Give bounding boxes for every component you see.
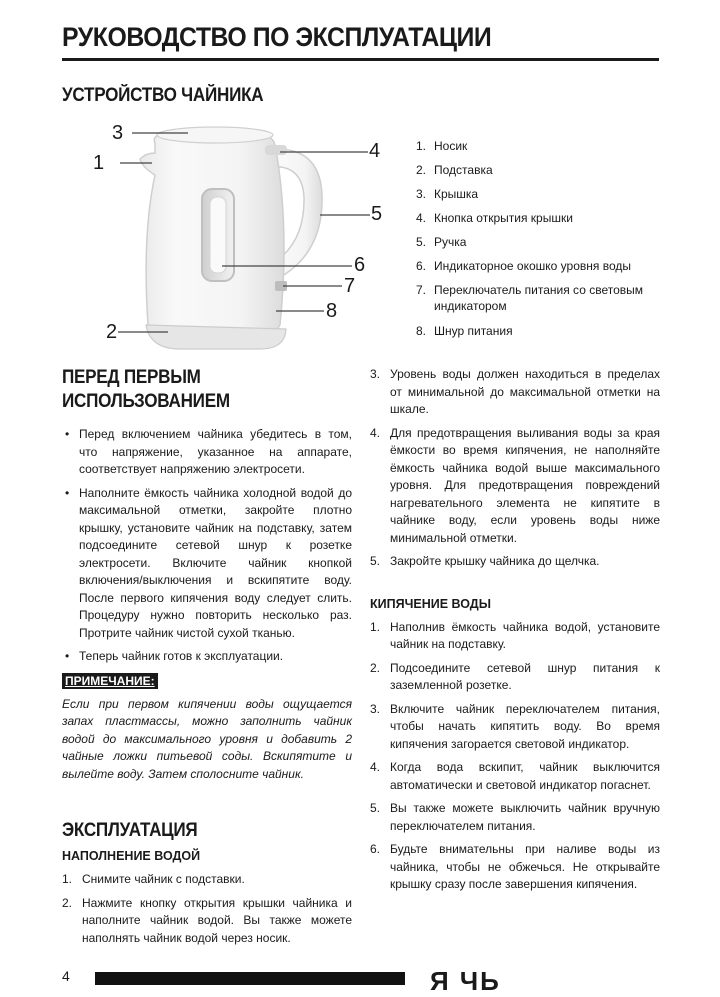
brand-logo: Я ЧЬ	[430, 966, 501, 996]
list-item: 5. Закройте крышку чайника до щелчка.	[370, 554, 600, 568]
page-title: РУКОВОДСТВО ПО ЭКСПЛУАТАЦИИ	[62, 22, 492, 52]
list-item: 7. Переключатель питания со световым индикатором	[416, 283, 643, 313]
before-use-list	[62, 426, 352, 666]
list-item: 6. Индикаторное окошко уровня воды	[416, 259, 631, 273]
callout-3: 3	[112, 122, 124, 144]
callout-1: 1	[93, 152, 105, 174]
list-item: 3. Включите чайник переключателем питания, чтобы начать кипятить воду. Во время кипячения загорается световой индикатор.	[370, 701, 660, 751]
list-item: 2. Подсоедините сетевой шнур питания к заземленной розетке.	[370, 660, 660, 692]
boiling-heading: КИПЯЧЕНИЕ ВОДЫ	[370, 596, 491, 611]
list-item: 4. Для предотвращения выливания воды за края ёмкости во время кипячения, не наполняйте ёмкость чайника водой выше максимального уровня. Для предотвращения повреждений нагревательного элемента не кипятите в чайнике воду, если уровень воды ниже минимальной отметки.	[370, 425, 660, 545]
list-item: 4. Когда вода вскипит, чайник выключится автоматически и световой индикатор погаснет.	[370, 760, 660, 792]
callout-5: 5	[371, 203, 383, 225]
operation-heading: ЭКСПЛУАТАЦИЯ	[62, 820, 198, 841]
list-item: • Наполните ёмкость чайника холодной водой до максимальной отметки, закройте плотно крышку, установите чайник на подставку, затем подсоедините сетевой шнур к розетке электросети. Включите чайник кнопкой включения/выключения и вскипятите воду. После первого кипячения воду следует слить. Процедуру нужно повторить несколько раз. Протрите чайник чистой сухой тканью.	[62, 485, 352, 643]
callout-6: 6	[354, 254, 366, 276]
filling-steps-left	[62, 871, 352, 947]
note-label: ПРИМЕЧАНИЕ:	[62, 673, 158, 689]
parts-list	[416, 138, 666, 347]
list-item: • Перед включением чайника убедитесь в том, что напряжение, указанное на аппарате, соответствует напряжению электросети.	[62, 426, 352, 479]
callout-8: 8	[326, 300, 338, 322]
list-item: 5. Вы также можете выключить чайник вручную переключателем питания.	[370, 801, 660, 833]
filling-subheading: НАПОЛНЕНИЕ ВОДОЙ	[62, 849, 201, 863]
list-item: 1. Наполнив ёмкость чайника водой, установите чайник на подставку.	[370, 619, 660, 651]
callout-2: 2	[106, 321, 118, 343]
list-item: 5. Ручка	[416, 235, 467, 249]
list-item: 8. Шнур питания	[416, 324, 513, 338]
callout-7: 7	[344, 275, 356, 297]
list-item: 2. Подставка	[416, 163, 493, 177]
before-use-heading-1: ПЕРЕД ПЕРВЫМ	[62, 367, 201, 388]
footer-bar	[95, 972, 405, 985]
boiling-steps	[370, 619, 660, 894]
callout-4: 4	[369, 140, 381, 162]
left-column	[62, 366, 352, 953]
list-item: 2. Нажмите кнопку открытия крышки чайника и наполните чайник водой. Вы также можете наполнять чайник водой через носик.	[62, 895, 352, 945]
list-item: 1. Носик	[416, 139, 468, 153]
filling-steps-right	[370, 366, 660, 571]
base-shape	[146, 325, 286, 349]
title-divider	[62, 58, 659, 61]
list-item: 6. Будьте внимательны при наливе воды из чайника, чтобы не обжечься. Не открывайте крышку сразу после завершения кипячения.	[370, 842, 660, 891]
before-use-heading-2: ИСПОЛЬЗОВАНИЕМ	[62, 391, 230, 412]
list-item: • Теперь чайник готов к эксплуатации.	[62, 648, 352, 666]
list-item: 3. Крышка	[416, 187, 479, 201]
lid-shape	[157, 127, 273, 143]
note-text: Если при первом кипячении воды ощущается запах пластмассы, можно заполнить чайник водой до максимального уровня и добавить 2 чайные ложки питьевой соды. Вскипятите и вылейте воду. Затем сполосните чайник.	[62, 696, 352, 781]
right-column	[370, 366, 660, 900]
device-heading: УСТРОЙСТВО ЧАЙНИКА	[62, 85, 264, 106]
page-number: 4	[62, 968, 70, 984]
lid-button-shape	[265, 145, 287, 155]
list-item: 1. Снимите чайник с подставки.	[62, 872, 245, 886]
list-item: 4. Кнопка открытия крышки	[416, 211, 573, 225]
list-item: 3. Уровень воды должен находиться в пределах от минимальной до максимальной отметки на шкале.	[370, 367, 660, 416]
